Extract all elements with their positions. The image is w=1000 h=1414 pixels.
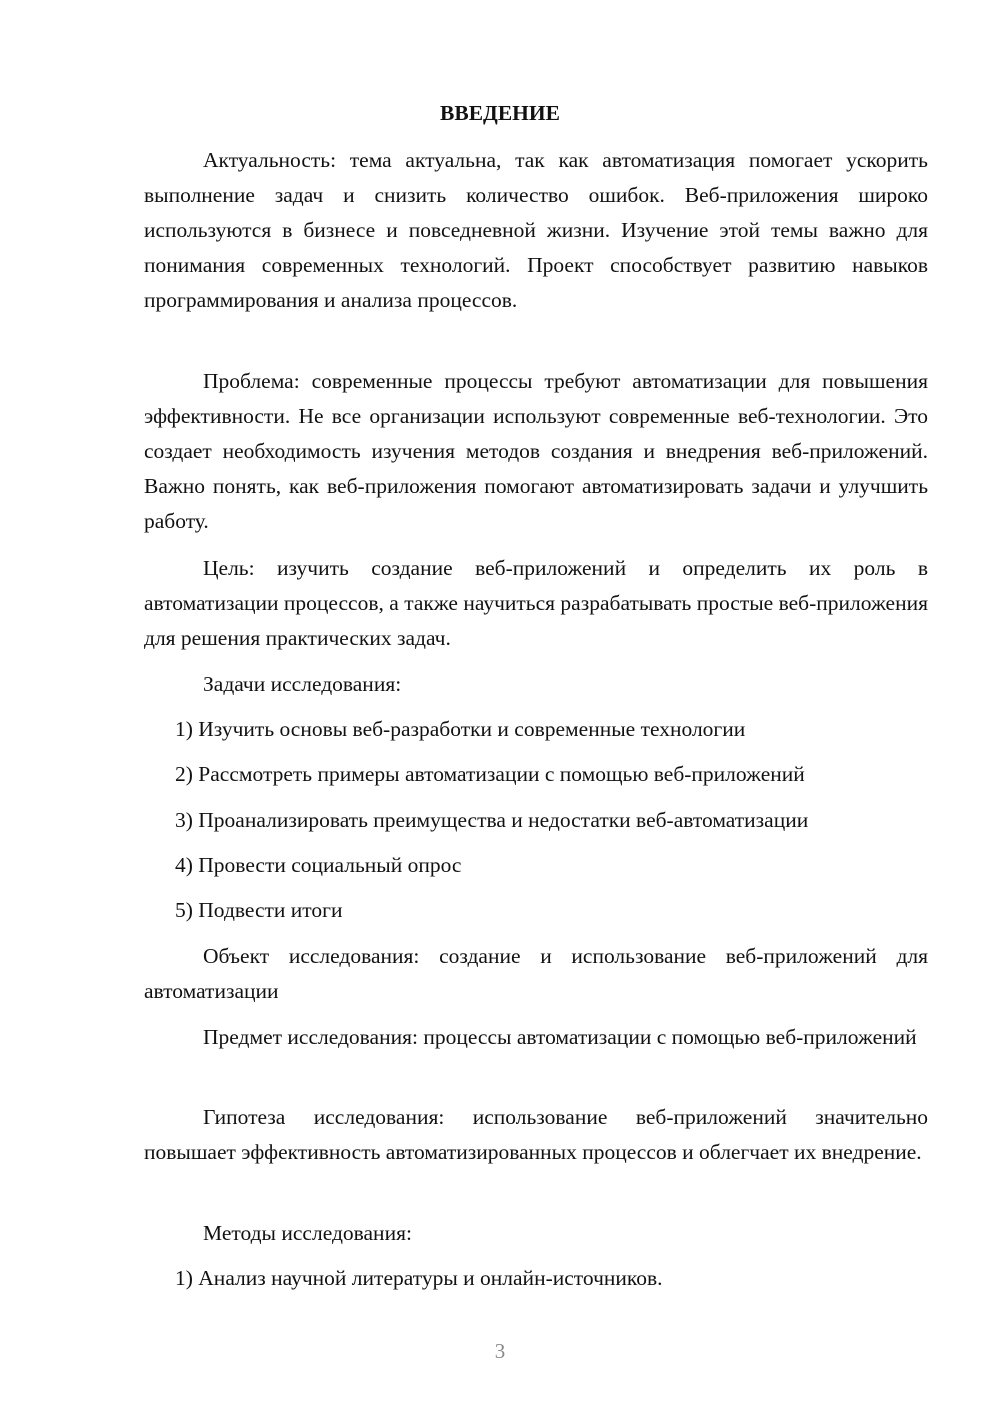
relevance-paragraph: Актуальность: тема актуальна, так как автоматизация помогает ускорить выполнение задач и снизить количество ошибок. Веб-приложения широко используются в бизнесе и повседневной жизни. Изучение этой темы важно для понимания современных технологий. Проект способствует развитию навыков программирования и анализа процессов. — [144, 148, 928, 312]
subject-paragraph: Предмет исследования: процессы автоматизации с помощью веб-приложений — [203, 1025, 917, 1049]
methods-heading: Методы исследования: — [203, 1221, 412, 1245]
task-item: 5) Подвести итоги — [175, 898, 343, 922]
page-number: 3 — [494, 1339, 506, 1363]
problem-paragraph: Проблема: современные процессы требуют автоматизации для повышения эффективности. Не все организации используют современные веб-технологии. Это создает необходимость изучения методов создания и внедрения веб-приложений. Важно понять, как веб-приложения помогают автоматизировать задачи и улучшить работу. — [144, 369, 928, 533]
method-item: 1) Анализ научной литературы и онлайн-источников. — [175, 1266, 663, 1290]
task-item: 1) Изучить основы веб-разработки и современные технологии — [175, 717, 746, 741]
section-title: ВВЕДЕНИЕ — [440, 101, 560, 125]
object-paragraph: Объект исследования: создание и использование веб-приложений для автоматизации — [144, 944, 928, 1003]
hypothesis-paragraph: Гипотеза исследования: использование веб-приложений значительно повышает эффективность автоматизированных процессов и облегчает их внедрение. — [144, 1105, 928, 1164]
task-item: 3) Проанализировать преимущества и недостатки веб-автоматизации — [175, 808, 809, 832]
goal-paragraph: Цель: изучить создание веб-приложений и определить их роль в автоматизации процессов, а также научиться разрабатывать простые веб-приложения для решения практических задач. — [144, 556, 928, 650]
task-item: 2) Рассмотреть примеры автоматизации с помощью веб-приложений — [175, 762, 805, 786]
task-item: 4) Провести социальный опрос — [175, 853, 462, 877]
tasks-heading: Задачи исследования: — [203, 672, 402, 696]
